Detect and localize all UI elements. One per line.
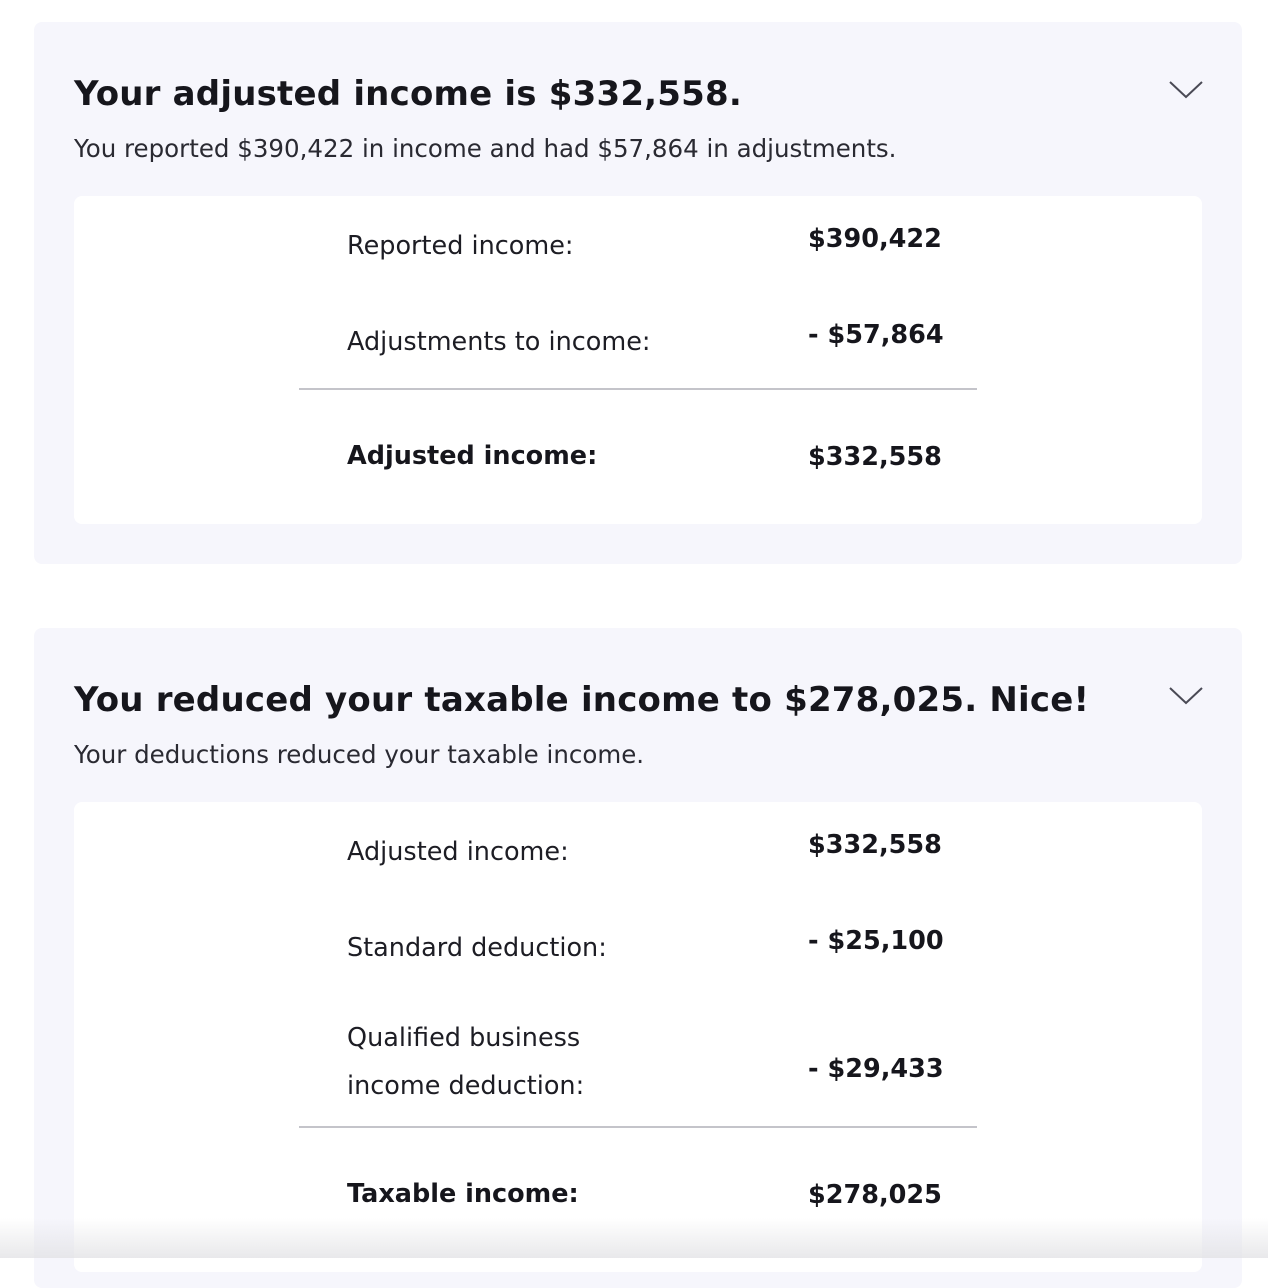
- breakdown-divider: [299, 1126, 977, 1128]
- adjusted-income-subtitle: You reported $390,422 in income and had $57,864 in adjustments.: [74, 134, 897, 163]
- total-value: $278,025: [808, 1180, 942, 1210]
- chevron-down-icon[interactable]: [1168, 80, 1204, 100]
- row-value: $390,422: [808, 224, 942, 254]
- row-label-line1: Qualified business: [347, 1023, 581, 1053]
- taxable-income-breakdown: [74, 802, 1202, 1272]
- adjusted-income-card: [34, 22, 1242, 564]
- row-label-line2: income deduction:: [347, 1071, 585, 1101]
- total-value: $332,558: [808, 442, 942, 472]
- chevron-down-icon[interactable]: [1168, 686, 1204, 706]
- row-value: - $57,864: [808, 320, 944, 350]
- row-label: Adjustments to income:: [347, 327, 651, 357]
- total-label: Taxable income:: [347, 1179, 579, 1209]
- taxable-income-title: You reduced your taxable income to $278,025. Nice!: [74, 680, 1090, 720]
- total-label: Adjusted income:: [347, 441, 598, 471]
- breakdown-divider: [299, 388, 977, 390]
- taxable-income-subtitle: Your deductions reduced your taxable income.: [74, 740, 645, 769]
- adjusted-income-breakdown: [74, 196, 1202, 524]
- row-label: Standard deduction:: [347, 933, 607, 963]
- row-value: - $25,100: [808, 926, 944, 956]
- row-value: $332,558: [808, 830, 942, 860]
- taxable-income-card: [34, 628, 1242, 1288]
- bottom-scroll-fade: [0, 1218, 1268, 1258]
- adjusted-income-title: Your adjusted income is $332,558.: [74, 74, 742, 114]
- row-label: Reported income:: [347, 231, 574, 261]
- row-label: Adjusted income:: [347, 837, 569, 867]
- row-value: - $29,433: [808, 1054, 944, 1084]
